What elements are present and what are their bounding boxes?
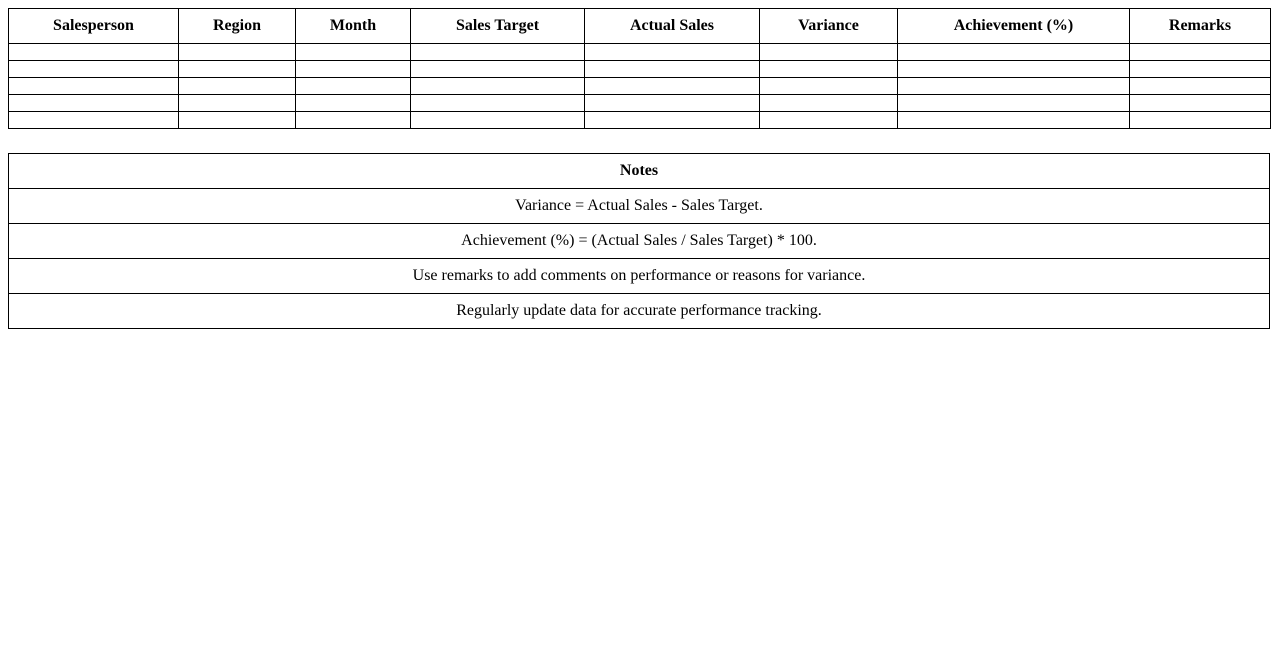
table-cell [585,95,760,112]
column-header-variance: Variance [760,9,898,44]
table-cell [9,61,179,78]
table-cell [296,112,411,129]
note-achievement-formula: Achievement (%) = (Actual Sales / Sales Target) * 100. [9,224,1270,259]
notes-row [9,294,1270,329]
table-cell [898,78,1130,95]
notes-row [9,224,1270,259]
table-cell [760,112,898,129]
table-cell [9,44,179,61]
table-cell [585,44,760,61]
table-cell [9,112,179,129]
table-row [9,78,1271,95]
table-header-row [9,9,1271,44]
note-update-data: Regularly update data for accurate performance tracking. [9,294,1270,329]
notes-title: Notes [9,154,1270,189]
table-cell [1130,44,1271,61]
table-cell [179,61,296,78]
table-cell [411,112,585,129]
column-header-remarks: Remarks [1130,9,1271,44]
table-cell [898,112,1130,129]
table-cell [296,78,411,95]
table-cell [179,95,296,112]
note-remarks-usage: Use remarks to add comments on performance or reasons for variance. [9,259,1270,294]
table-cell [1130,78,1271,95]
table-cell [179,78,296,95]
table-cell [585,78,760,95]
column-header-sales-target: Sales Target [411,9,585,44]
table-cell [296,44,411,61]
notes-table [8,153,1270,329]
table-cell [1130,61,1271,78]
table-cell [760,95,898,112]
column-header-salesperson: Salesperson [9,9,179,44]
note-variance-formula: Variance = Actual Sales - Sales Target. [9,189,1270,224]
table-cell [411,95,585,112]
table-cell [1130,95,1271,112]
column-header-region: Region [179,9,296,44]
table-cell [411,61,585,78]
sales-performance-table [8,8,1271,129]
notes-header-row [9,154,1270,189]
table-cell [411,44,585,61]
table-cell [585,112,760,129]
table-cell [179,44,296,61]
table-cell [1130,112,1271,129]
table-cell [296,61,411,78]
table-cell [179,112,296,129]
column-header-month: Month [296,9,411,44]
notes-row [9,259,1270,294]
table-row [9,95,1271,112]
table-cell [898,61,1130,78]
column-header-achievement: Achievement (%) [898,9,1130,44]
table-cell [760,61,898,78]
table-cell [9,95,179,112]
table-cell [898,95,1130,112]
table-cell [760,78,898,95]
column-header-actual-sales: Actual Sales [585,9,760,44]
table-cell [411,78,585,95]
table-cell [296,95,411,112]
table-cell [760,44,898,61]
table-cell [585,61,760,78]
table-cell [898,44,1130,61]
table-row [9,61,1271,78]
table-row [9,112,1271,129]
table-row [9,44,1271,61]
notes-row [9,189,1270,224]
table-cell [9,78,179,95]
